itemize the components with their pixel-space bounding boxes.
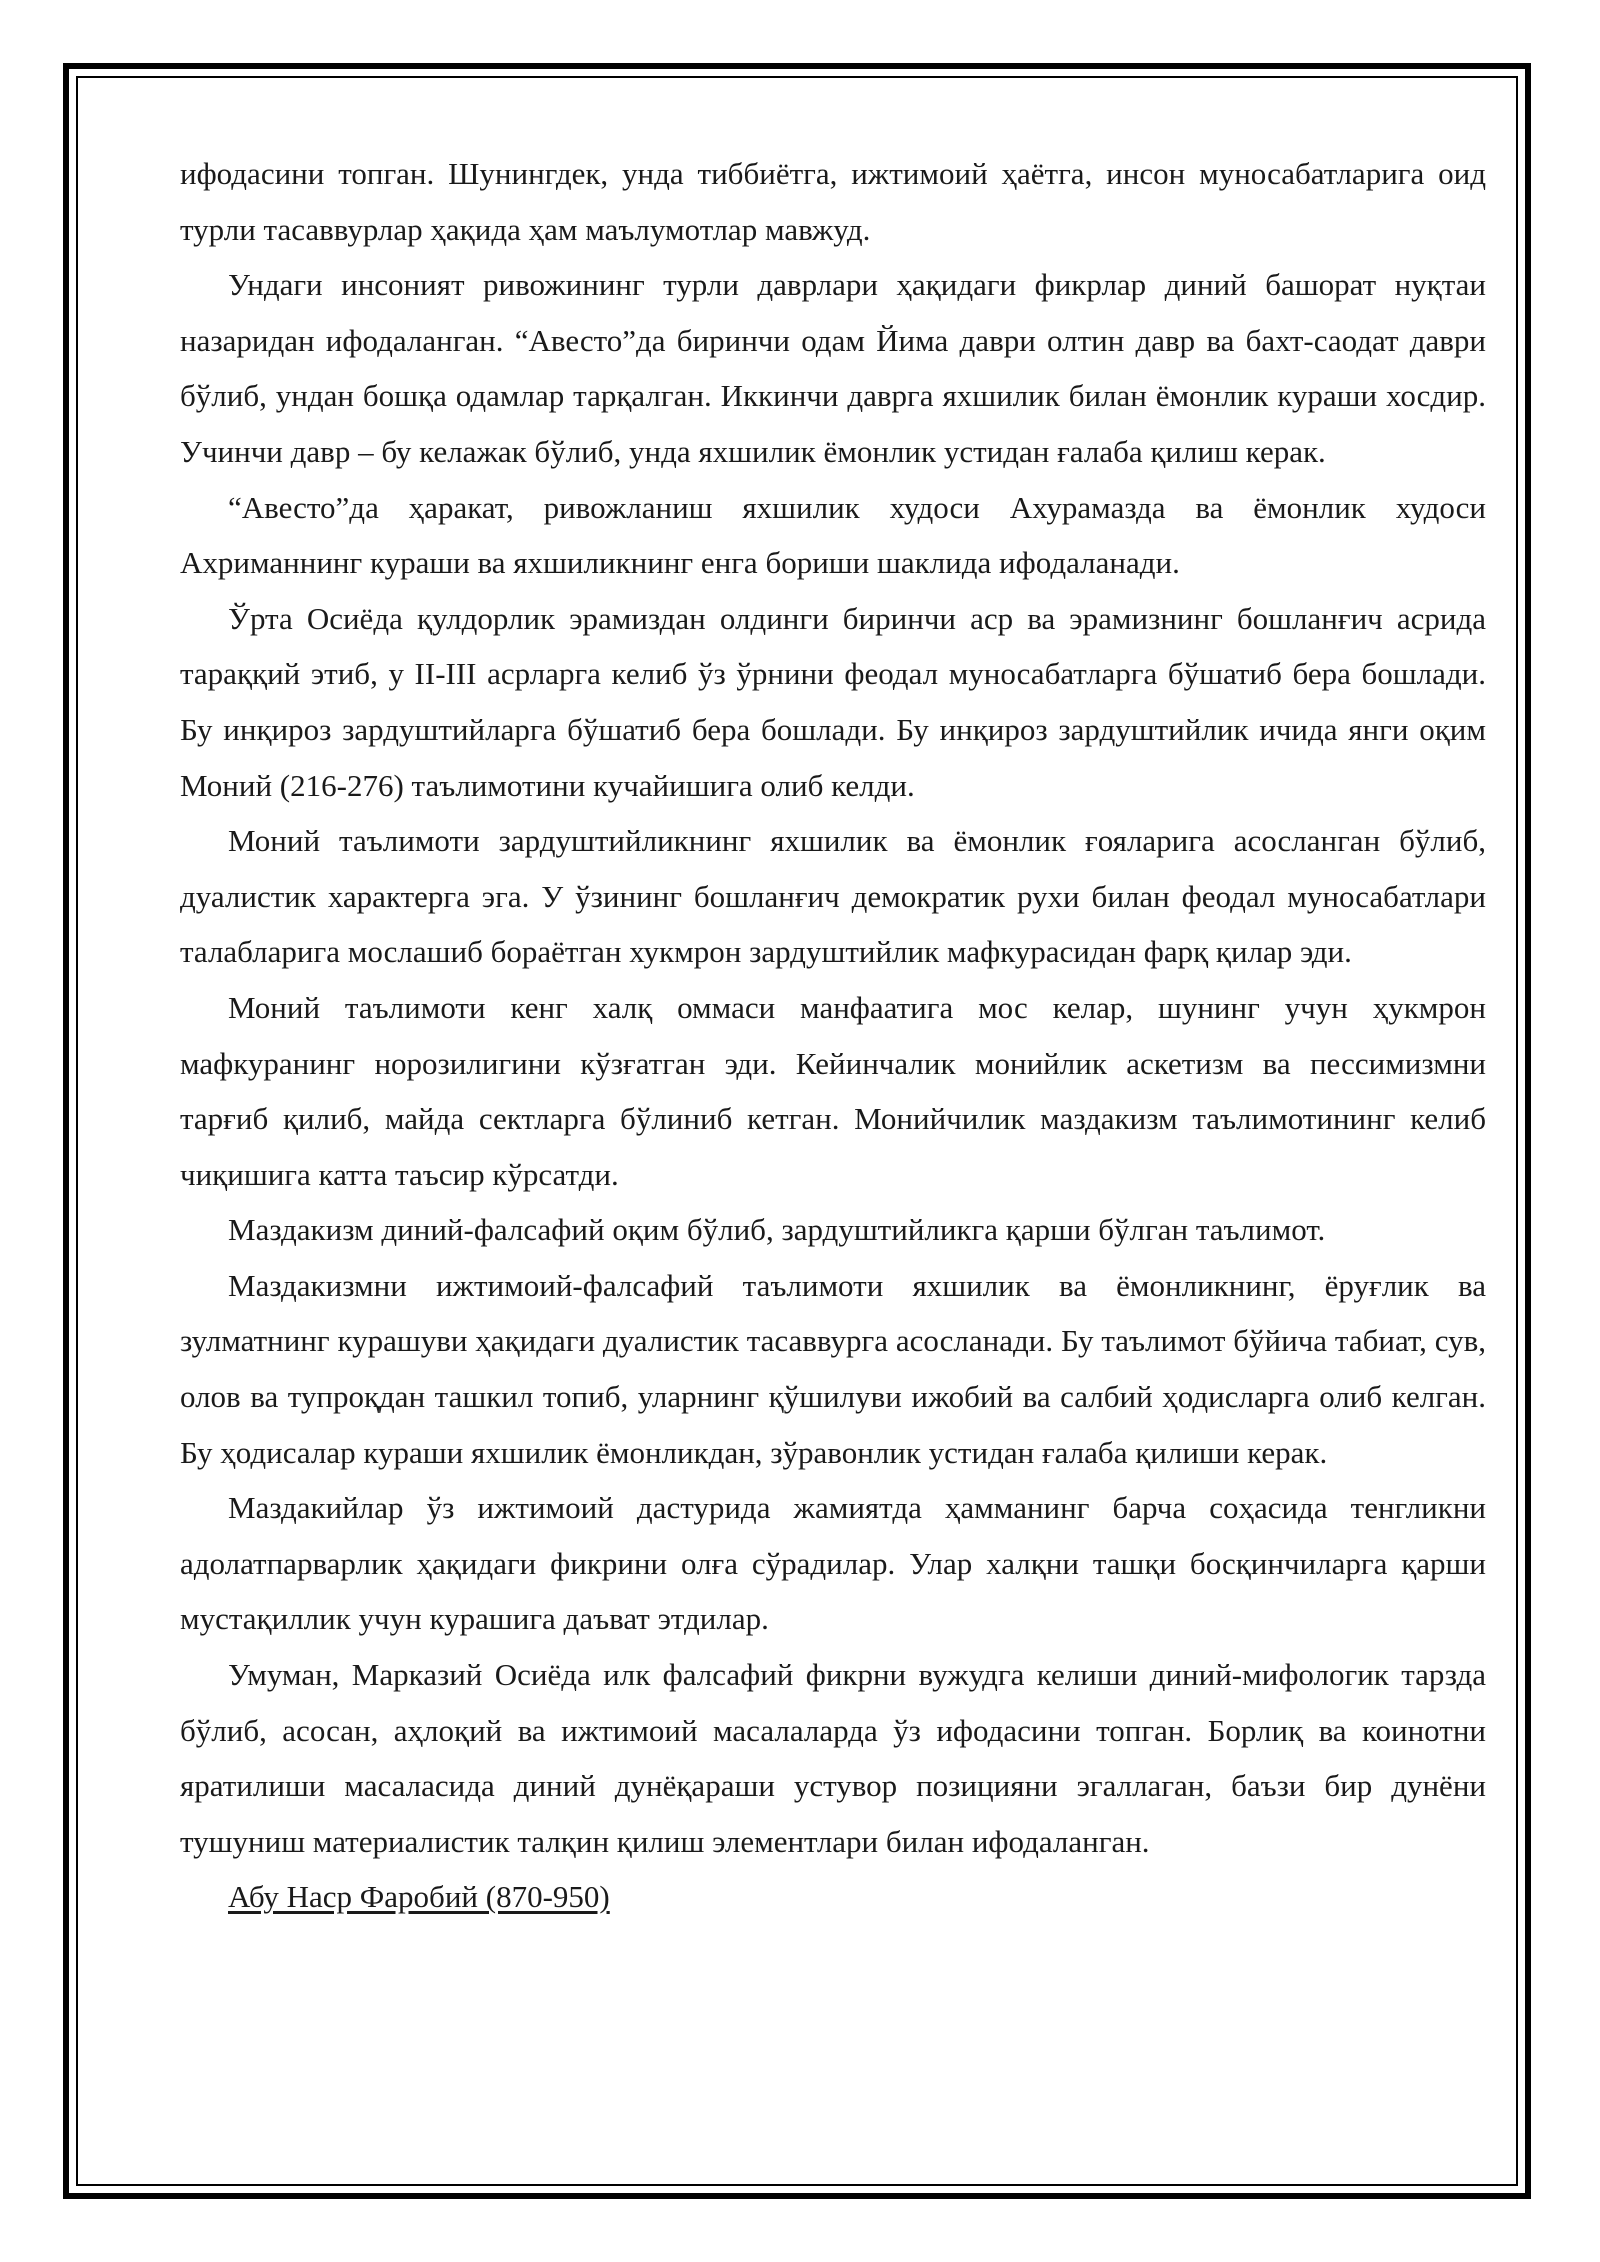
paragraph: ифодасини топган. Шунингдек, унда тиббиётга, ижтимоий ҳаётга, инсон муносабатларига оид турли тасаввурлар ҳақида ҳам маълумотлар мавжуд. [180, 156, 1486, 247]
paragraph: Маздакизмни ижтимоий-фалсафий таълимоти яхшилик ва ёмонликнинг, ёруғлик ва зулматнинг курашуви ҳақидаги дуалистик тасаввурга асосланади. Бу таълимот бўйича табиат, сув, олов ва тупроқдан ташкил топиб, уларнинг қўшилуви ижобий ва салбий ҳодисларга олиб келган. Бу ҳодисалар кураши яхшилик ёмонликдан, зўравонлик устидан ғалаба қилиши керак. [180, 1267, 1486, 1470]
document-body [180, 146, 1486, 1925]
paragraph: Моний таълимоти кенг халқ оммаси манфаатига мос келар, шунинг учун ҳукмрон мафкуранинг норозилигини кўзғатган эди. Кейинчалик монийлик аскетизм ва пессимизмни тарғиб қилиб, майда сектларга бўлиниб кетган. Монийчилик маздакизм таълимотининг келиб чиқишига катта таъсир кўрсатди. [180, 989, 1486, 1192]
paragraph: Маздакийлар ўз ижтимоий дастурида жамиятда ҳамманинг барча соҳасида тенгликни адолатпарварлик ҳақидаги фикрини олға сўрадилар. Улар халқни ташқи босқинчиларга қарши мустақиллик учун курашига даъват этдилар. [180, 1490, 1486, 1637]
paragraph: Умуман, Марказий Осиёда илк фалсафий фикрни вужудга келиши диний-мифологик тарзда бўлиб, асосан, аҳлоқий ва ижтимоий масалаларда ўз ифодасини топган. Борлиқ ва коинотни яратилиши масаласида диний дунёқараши устувор позицияни эгаллаган, баъзи бир дунёни тушуниш материалистик талқин қилиш элементлари билан ифодаланган. [180, 1657, 1486, 1859]
paragraph: Ундаги инсоният ривожининг турли даврлари ҳақидаги фикрлар диний башорат нуқтаи назаридан ифодаланган. “Авесто”да биринчи одам Йима даври олтин давр ва бахт-саодат даври бўлиб, ундан бошқа одамлар тарқалган. Иккинчи даврга яхшилик билан ёмонлик кураши хосдир. Учинчи давр – бу келажак бўлиб, унда яхшилик ёмонлик устидан ғалаба қилиш керак. [180, 267, 1486, 469]
section-heading: Абу Наср Фаробий (870-950) [228, 1879, 610, 1915]
paragraph: Ўрта Осиёда қулдорлик эрамиздан олдинги биринчи аср ва эрамизнинг бошланғич асрида тараққий этиб, у II-III асрларга келиб ўз ўрнини феодал муносабатларга бўшатиб бера бошлади. Бу инқироз зардуштийларга бўшатиб бера бошлади. Бу инқироз зардуштийлик ичида янги оқим Моний (216-276) таълимотини кучайишига олиб келди. [180, 600, 1486, 803]
paragraph: Маздакизм диний-фалсафий оқим бўлиб, зардуштийликга қарши бўлган таълимот. [228, 1212, 1326, 1248]
paragraph: “Авесто”да ҳаракат, ривожланиш яхшилик худоси Ахурамазда ва ёмонлик худоси Ахриманнинг кураши ва яхшиликнинг енга бориши шаклида ифодаланади. [180, 489, 1486, 581]
paragraph: Моний таълимоти зардуштийликнинг яхшилик ва ёмонлик ғояларига асосланган бўлиб, дуалистик характерга эга. У ўзининг бошланғич демократик рухи билан феодал муносабатлари талабларига мослашиб бораётган хукмрон зардуштийлик мафкурасидан фарқ қилар эди. [180, 823, 1486, 970]
